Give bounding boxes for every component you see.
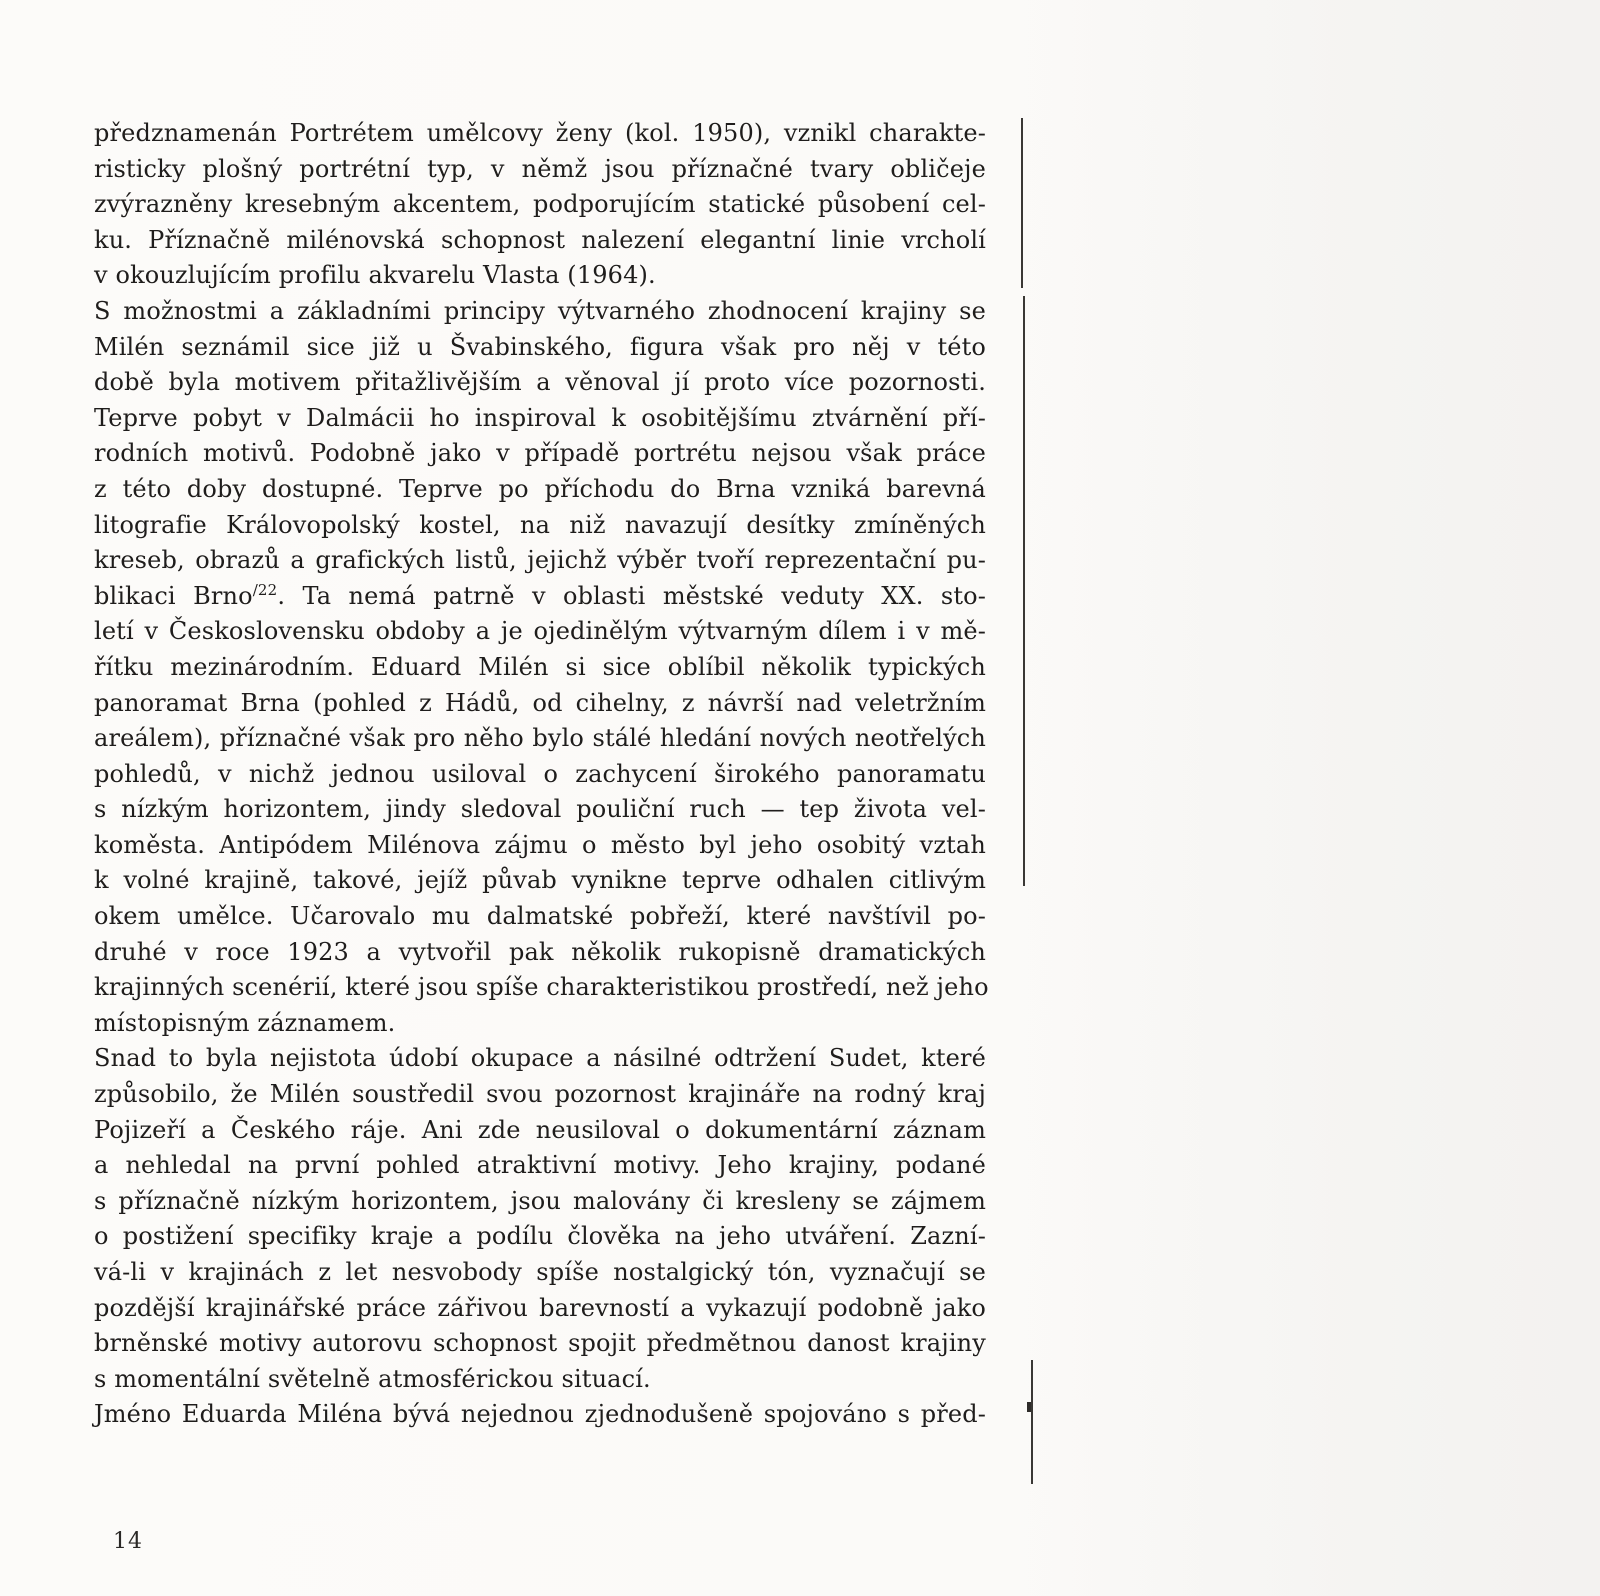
text-line-with-footnote bbox=[94, 579, 986, 615]
text-line: kreseb, obrazů a grafických listů, jejichž výběr tvoří reprezentační pu- bbox=[94, 546, 986, 575]
text-line: Pojizeří a Českého ráje. Ani zde neusiloval o dokumentární záznam bbox=[94, 1115, 986, 1144]
text-line: koměsta. Antipódem Milénova zájmu o město byl jeho osobitý vztah bbox=[94, 830, 986, 859]
paragraph-3 bbox=[94, 1041, 986, 1397]
text-line: areálem), příznačné však pro něho bylo stálé hledání nových neotřelých bbox=[94, 724, 986, 753]
text-line: Milén seznámil sice již u Švabinského, figura však pro něj v této bbox=[94, 332, 986, 361]
body-text bbox=[94, 116, 989, 1433]
text-line: krajinných scenérií, které jsou spíše charakteristikou prostředí, než jeho bbox=[94, 973, 989, 1002]
text-line: pohledů, v nichž jednou usiloval o zachycení širokého panoramatu bbox=[94, 759, 986, 788]
text-line: s nízkým horizontem, jindy sledoval pouliční ruch — tep života vel- bbox=[94, 795, 986, 824]
text-line: době byla motivem přitažlivějším a věnoval jí proto více pozornosti. bbox=[94, 368, 986, 397]
text-line: druhé v roce 1923 a vytvořil pak několik rukopisně dramatických bbox=[94, 937, 986, 966]
text-line: risticky plošný portrétní typ, v němž jsou příznačné tvary obličeje bbox=[94, 154, 986, 183]
text-line: okem umělce. Učarovalo mu dalmatské pobřeží, které navštívil po- bbox=[94, 902, 986, 931]
text-line: z této doby dostupné. Teprve po příchodu do Brna vzniká barevná bbox=[94, 474, 986, 503]
margin-mark bbox=[1027, 1402, 1031, 1412]
paragraph-2 bbox=[94, 294, 989, 1041]
text-line: brněnské motivy autorovu schopnost spojit předmětnou danost krajiny bbox=[94, 1329, 986, 1358]
text-line: pozdější krajinářské práce zářivou barevností a vykazují podobně jako bbox=[94, 1293, 986, 1322]
text-line: Jméno Eduarda Miléna bývá nejednou zjednodušeně spojováno s před- bbox=[94, 1400, 986, 1429]
page-number: 14 bbox=[113, 1529, 143, 1554]
paragraph-1 bbox=[94, 116, 986, 294]
text-line: předznamenán Portrétem umělcovy ženy (kol. 1950), vznikl charakte- bbox=[94, 119, 986, 147]
text-line: zvýrazněny kresebným akcentem, podporujícím statické působení cel- bbox=[94, 190, 986, 219]
margin-rule-top bbox=[1021, 118, 1023, 288]
text-line: s příznačně nízkým horizontem, jsou malovány či kresleny se zájmem bbox=[94, 1186, 986, 1215]
text-line: letí v Československu obdoby a je ojedinělým výtvarným dílem i v mě- bbox=[94, 617, 986, 646]
text-line: rodních motivů. Podobně jako v případě portrétu nejsou však práce bbox=[94, 439, 986, 468]
paragraph-4 bbox=[94, 1397, 986, 1433]
text-line: řítku mezinárodním. Eduard Milén si sice oblíbil několik typických bbox=[94, 652, 986, 681]
text-fragment: . Ta nemá patrně v oblasti městské veduty XX. sto- bbox=[277, 581, 987, 610]
margin-rule-middle bbox=[1023, 296, 1025, 886]
text-line: v okouzlujícím profilu akvarelu Vlasta (1964). bbox=[94, 261, 656, 290]
page-edge-shade bbox=[1025, 0, 1600, 1596]
text-line: s momentální světelně atmosférickou situací. bbox=[94, 1364, 651, 1393]
text-line: Snad to byla nejistota údobí okupace a násilné odtržení Sudet, které bbox=[94, 1044, 986, 1073]
text-line: panoramat Brna (pohled z Hádů, od cihelny, z návrší nad veletržním bbox=[94, 688, 986, 717]
text-line: způsobilo, že Milén soustředil svou pozornost krajináře na rodný kraj bbox=[94, 1080, 986, 1109]
text-line: o postižení specifiky kraje a podílu člověka na jeho utváření. Zazní- bbox=[94, 1222, 986, 1251]
margin-rule-bottom bbox=[1031, 1360, 1033, 1484]
text-line: S možnostmi a základními principy výtvarného zhodnocení krajiny se bbox=[94, 296, 986, 325]
text-line: Teprve pobyt v Dalmácii ho inspiroval k osobitějšímu ztvárnění pří- bbox=[94, 403, 986, 432]
text-line: litografie Královopolský kostel, na niž navazují desítky zmíněných bbox=[94, 510, 986, 539]
text-line: ku. Příznačně milénovská schopnost nalezení elegantní linie vrcholí bbox=[94, 225, 986, 254]
text-line: vá-li v krajinách z let nesvobody spíše nostalgický tón, vyznačují se bbox=[94, 1258, 986, 1286]
text-line: a nehledal na první pohled atraktivní motivy. Jeho krajiny, podané bbox=[94, 1151, 986, 1180]
text-line: k volné krajině, takové, jejíž půvab vynikne teprve odhalen citlivým bbox=[94, 866, 986, 895]
text-line: místopisným záznamem. bbox=[94, 1008, 396, 1037]
text-fragment: blikaci Brno bbox=[94, 581, 253, 610]
footnote-reference: /22 bbox=[252, 580, 278, 599]
